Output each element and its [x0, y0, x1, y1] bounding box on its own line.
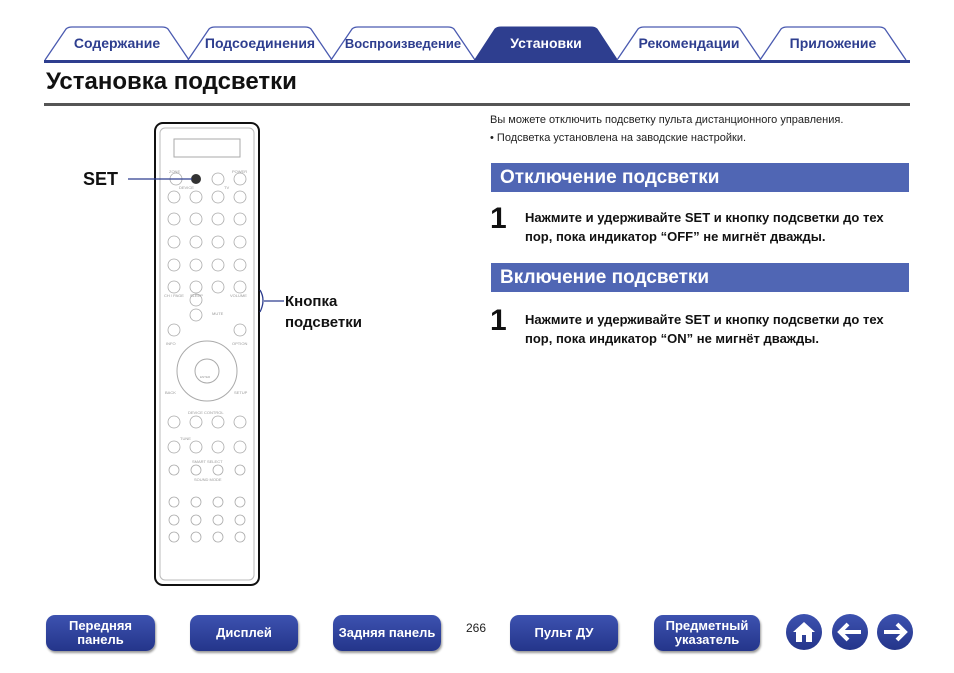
remote-label-option: OPTION — [232, 341, 248, 346]
remote-label-device-control: DEVICE CONTROL — [188, 410, 224, 415]
remote-label-smart-select: SMART SELECT — [192, 459, 223, 464]
forward-button[interactable] — [877, 614, 913, 650]
remote-label-sleep: SLEEP — [190, 293, 203, 298]
index-button[interactable]: Предметный указатель — [654, 615, 760, 651]
front-panel-button[interactable]: Передняя панель — [46, 615, 155, 651]
remote-label-device: DEVICE — [179, 185, 194, 190]
arrow-left-icon — [837, 621, 863, 643]
remote-label-volume: VOLUME — [230, 293, 247, 298]
remote-label-sound-mode: SOUND MODE — [194, 477, 222, 482]
page-number: 266 — [466, 621, 487, 635]
home-icon — [792, 620, 816, 644]
remote-label-info: INFO — [166, 341, 176, 346]
remote-control-button[interactable]: Пульт ДУ — [510, 615, 618, 651]
tab-tips[interactable]: Рекомендации — [616, 26, 762, 60]
intro-text: Вы можете отключить подсветку пульта дистанционного управления. • Подсветка установлена на заводские настройки. — [490, 111, 843, 147]
tab-contents[interactable]: Содержание — [44, 26, 190, 60]
remote-label-back: BACK — [165, 390, 176, 395]
back-button[interactable] — [832, 614, 868, 650]
section-heading-on: Включение подсветки — [491, 263, 909, 292]
arrow-right-icon — [882, 621, 908, 643]
remote-label-enter: ENTER — [200, 375, 211, 379]
display-button[interactable]: Дисплей — [190, 615, 298, 651]
remote-label-tune: TUNE — [180, 436, 191, 441]
home-button[interactable] — [786, 614, 822, 650]
manual-page: Содержание Подсоединения Воспроизведение Установки Рекомендации Приложение Установка подсветки Вы можете отключить подсветку пульта дистанционного управления. • Подсветка установлена на заводские настройки. Отключение подсветки 1 Нажмите и удерживайте SET и кнопку подсветки до тех пор, пока индикатор “OFF” не мигнёт дважды. Включение подсветки 1 Нажмите и удерживайте SET и кнопку подсветки до тех пор, пока индикатор “ON” не мигнёт дважды. ZONE POWER DEVICE TV CH / PAGE SLEEP VOLUME MUTE INFO OPTION ENTER BACK SETUP DEVICE CONTROL TUNE SMART SELECT SOUND MODE SET Кнопка подсветки Передняя панель Дисплей Задняя панель 266 Пульт ДУ Предметный указатель — [0, 0, 954, 673]
remote-label-tv: TV — [224, 185, 230, 190]
remote-label-ch-page: CH / PAGE — [164, 293, 184, 298]
remote-label-setup: SETUP — [234, 390, 248, 395]
page-title: Установка подсветки — [46, 68, 297, 95]
remote-label-zone: ZONE — [169, 169, 181, 174]
remote-label-mute: MUTE — [212, 311, 224, 316]
backlight-callout: Кнопка подсветки — [285, 293, 362, 331]
rear-panel-button[interactable]: Задняя панель — [333, 615, 441, 651]
tab-playback[interactable]: Воспроизведение — [330, 26, 476, 60]
remote-label-power: POWER — [232, 169, 248, 174]
tab-connections[interactable]: Подсоединения — [187, 26, 333, 60]
section-heading-off: Отключение подсветки — [491, 163, 909, 192]
set-callout: SET — [83, 169, 119, 189]
tab-appendix[interactable]: Приложение — [759, 26, 907, 60]
note-item: • Подсветка установлена на заводские настройки. — [490, 132, 747, 144]
tab-settings[interactable]: Установки — [473, 26, 619, 60]
